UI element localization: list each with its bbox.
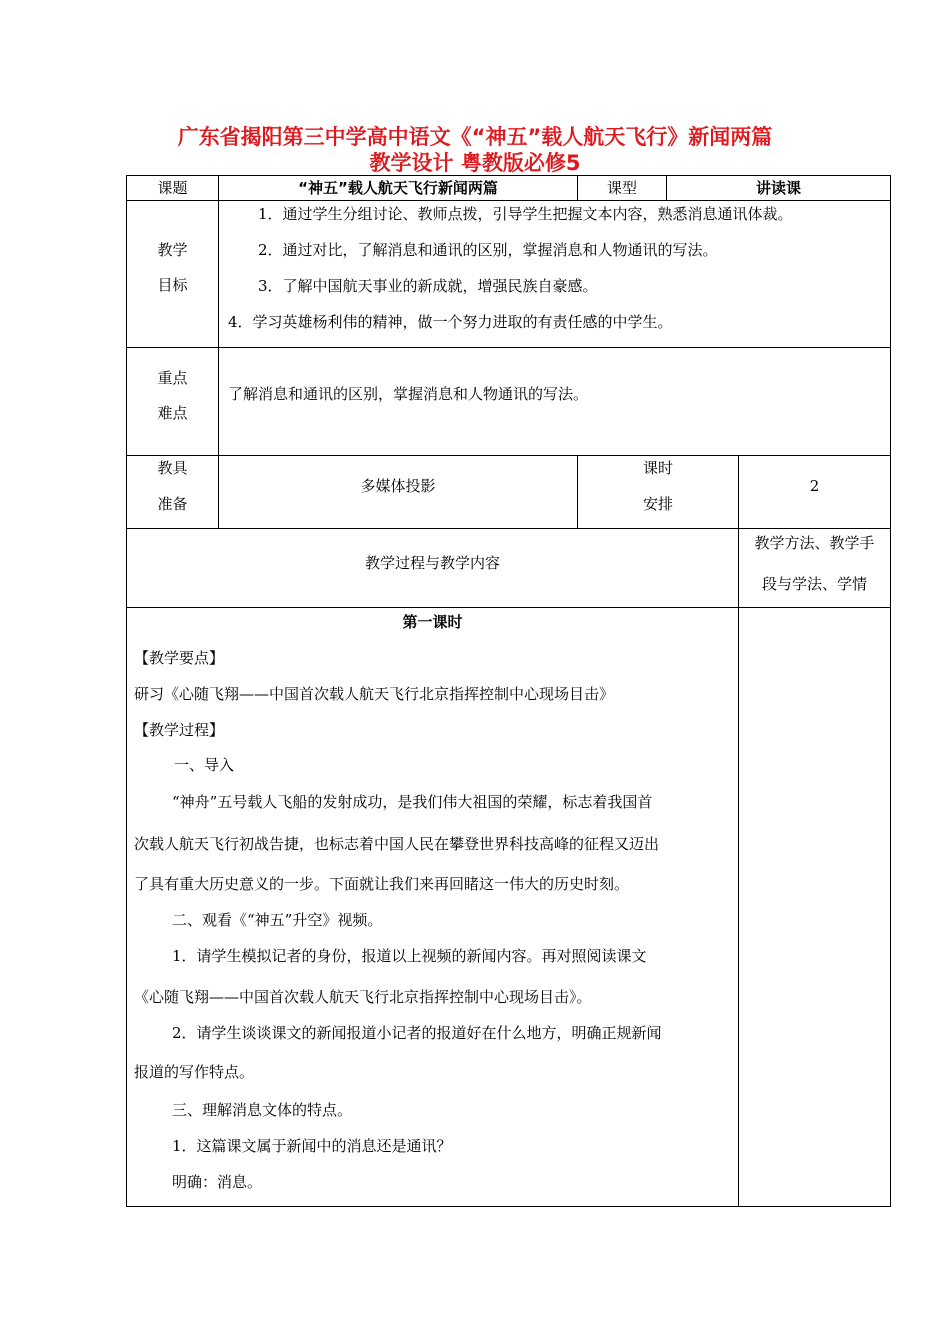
lesson-line-10: 《心随飞翔——中国首次载人航天飞行北京指挥控制中心现场目击》。 xyxy=(134,988,592,1006)
document-title-line-1: 广东省揭阳第三中学高中语文《“神五”载人航天飞行》新闻两篇 xyxy=(177,125,773,149)
goal-item-3: 3．了解中国航天事业的新成就，增强民族自豪感。 xyxy=(258,277,598,295)
goals-label-2: 目标 xyxy=(157,276,188,294)
lesson-line-9: 1．请学生模拟记者的身份，报道以上视频的新闻内容。再对照阅读课文 xyxy=(172,947,647,965)
keypoints-label-2: 难点 xyxy=(157,404,188,422)
lesson-line-3: 【教学过程】 xyxy=(134,721,225,739)
tools-label-1: 教具 xyxy=(157,459,188,477)
tools-content: 多媒体投影 xyxy=(360,477,436,495)
goal-item-2: 2．通过对比，了解消息和通讯的区别，掌握消息和人物通讯的写法。 xyxy=(258,241,718,259)
hours-label-1: 课时 xyxy=(642,459,673,477)
lesson-line-1: 【教学要点】 xyxy=(134,649,225,667)
method-header-line-1: 教学方法、教学手 xyxy=(754,534,875,552)
goal-item-1: 1．通过学生分组讨论、教师点拨，引导学生把握文本内容，熟悉消息通讯体裁。 xyxy=(258,205,793,223)
cell-keypoints-label xyxy=(126,347,219,456)
lesson-line-2: 研习《心随飞翔——中国首次载人航天飞行北京指挥控制中心现场目击》 xyxy=(134,685,615,703)
type-value: 讲读课 xyxy=(755,179,801,197)
tools-label-2: 准备 xyxy=(157,495,188,513)
hours-value: 2 xyxy=(809,477,820,495)
lesson-line-7: 了具有重大历史意义的一步。下面就让我们来再回睹这一伟大的历史时刻。 xyxy=(134,875,630,893)
goals-label-1: 教学 xyxy=(157,241,188,259)
hours-label-2: 安排 xyxy=(642,495,673,513)
topic-value: “神五”载人航天飞行新闻两篇 xyxy=(298,179,498,197)
type-label: 课型 xyxy=(606,179,637,197)
goal-item-4: 4．学习英雄杨利伟的精神，做一个努力进取的有责任感的中学生。 xyxy=(228,313,673,331)
document-title-line-2: 教学设计 粤教版必修5 xyxy=(369,151,581,175)
lesson-line-6: 次载人航天飞行初战告捷，也标志着中国人民在攀登世界科技高峰的征程又迈出 xyxy=(134,835,660,853)
lesson-line-8: 二、观看《“神五”升空》视频。 xyxy=(172,911,383,929)
keypoints-content: 了解消息和通讯的区别，掌握消息和人物通讯的写法。 xyxy=(228,385,589,403)
method-header-line-2: 段与学法、学情 xyxy=(761,575,867,593)
cell-goals-label xyxy=(126,200,219,348)
lesson-line-15: 明确：消息。 xyxy=(172,1173,263,1191)
lesson-line-13: 三、理解消息文体的特点。 xyxy=(172,1101,353,1119)
lesson-line-14: 1．这篇课文属于新闻中的消息还是通讯？ xyxy=(172,1137,452,1155)
lesson-line-12: 报道的写作特点。 xyxy=(134,1063,255,1081)
process-header-label: 教学过程与教学内容 xyxy=(364,554,500,572)
lesson-heading: 第一课时 xyxy=(402,613,463,631)
lesson-line-5: “神舟”五号载人飞船的发射成功，是我们伟大祖国的荣耀，标志着我国首 xyxy=(172,793,653,811)
lesson-line-11: 2．请学生谈谈课文的新闻报道小记者的报道好在什么地方，明确正规新闻 xyxy=(172,1024,662,1042)
topic-label: 课题 xyxy=(157,179,188,197)
lesson-line-4: 一、导入 xyxy=(174,756,235,774)
cell-lesson-notes xyxy=(738,607,891,1207)
keypoints-label-1: 重点 xyxy=(157,369,188,387)
